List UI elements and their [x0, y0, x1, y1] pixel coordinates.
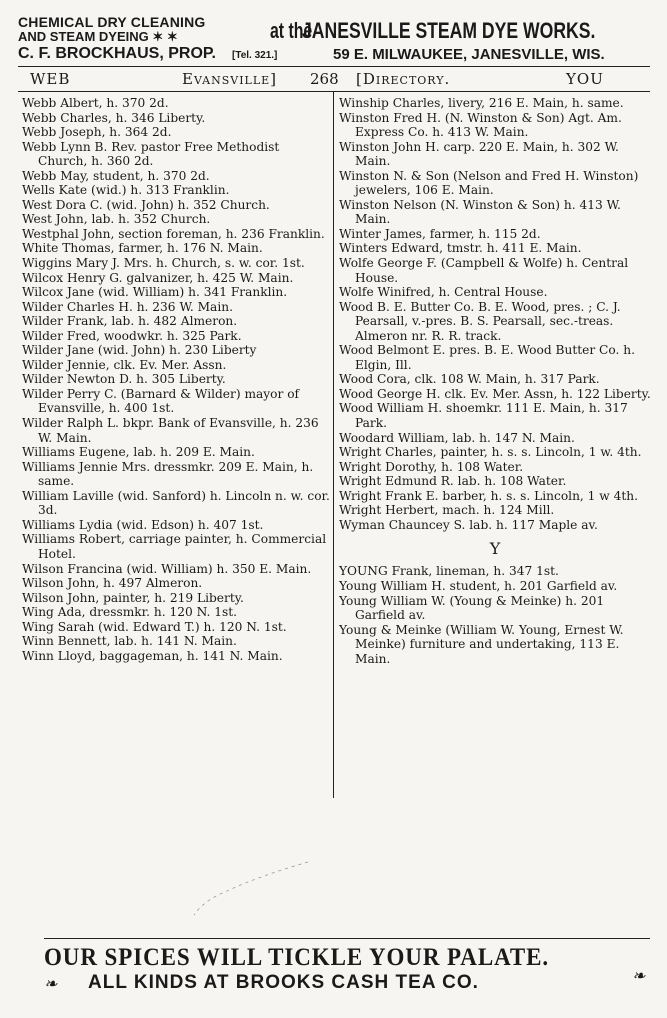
- ad-at-the: at the: [270, 18, 313, 43]
- ad-brooks-line: ALL KINDS AT BROOKS CASH TEA CO.: [88, 972, 479, 993]
- directory-entry: Webb May, student, h. 370 2d.: [22, 168, 210, 183]
- directory-entry: Woodard William, lab. h. 147 N. Main.: [339, 430, 575, 445]
- directory-entry: Williams Jennie Mrs. dressmkr. 209 E. Main, h. same.: [22, 459, 314, 489]
- directory-entry: Winters Edward, tmstr. h. 411 E. Main.: [339, 241, 582, 256]
- directory-entry: Williams Robert, carriage painter, h. Commercial Hotel.: [22, 532, 327, 561]
- right-column: [339, 96, 651, 666]
- directory-entry: Wilder Newton D. h. 305 Liberty.: [22, 372, 226, 387]
- directory-entry: Wilson Francina (wid. William) h. 350 E. Main.: [22, 561, 312, 576]
- page-header: [18, 70, 650, 90]
- directory-entry: YOUNG Frank, lineman, h. 347 1st.: [339, 564, 559, 579]
- directory-entry: Wilder Ralph L. bkpr. Bank of Evansville, h. 236 W. Main.: [22, 416, 319, 445]
- section-letter: Y: [489, 539, 501, 559]
- directory-entry: Webb Joseph, h. 364 2d.: [22, 125, 172, 140]
- directory-entry: William Laville (wid. Sanford) h. Lincoln n. w. cor. 3d.: [22, 488, 330, 518]
- directory-entry: Wilder Fred, woodwkr. h. 325 Park.: [22, 328, 242, 343]
- directory-entry: Wilder Perry C. (Barnard & Wilder) mayor of Evansville, h. 400 1st.: [22, 386, 300, 416]
- ad-cleaning-line: CHEMICAL DRY CLEANING: [18, 14, 206, 30]
- directory-entry: Winter James, farmer, h. 115 2d.: [339, 226, 541, 241]
- ad-proprietor: C. F. BROCKHAUS, PROP.: [18, 45, 216, 62]
- ad-dyeing-line: AND STEAM DYEING ✶ ✶: [18, 29, 178, 44]
- directory-entry: Winston Nelson (N. Winston & Son) h. 413 W. Main.: [339, 197, 621, 227]
- directory-entry: Webb Charles, h. 346 Liberty.: [22, 110, 206, 125]
- directory-entry: Wolfe George F. (Campbell & Wolfe) h. Central House.: [339, 256, 629, 285]
- directory-entry: Wright Herbert, mach. h. 124 Mill.: [339, 503, 555, 518]
- header-section: [Directory.: [356, 70, 451, 88]
- column-divider: [333, 92, 334, 798]
- directory-entry: Wood William H. shoemkr. 111 E. Main, h. 317 Park.: [339, 401, 628, 431]
- directory-entry: Wright Charles, painter, h. s. s. Lincoln, 1 w. 4th.: [339, 445, 642, 460]
- ad-company-name: JANESVILLE STEAM DYE WORKS.: [302, 18, 596, 43]
- header-right-word: YOU: [566, 70, 604, 88]
- page-number: 268: [310, 70, 339, 88]
- left-column: [22, 96, 330, 663]
- directory-entry: West John, lab. h. 352 Church.: [22, 212, 211, 227]
- directory-entry: Wiggins Mary J. Mrs. h. Church, s. w. cor. 1st.: [22, 256, 305, 271]
- directory-entry: Wilder Jane (wid. John) h. 230 Liberty: [22, 343, 257, 358]
- directory-entry: Wright Frank E. barber, h. s. s. Lincoln, 1 w 4th.: [339, 488, 638, 503]
- directory-entry: Wood B. E. Butter Co. B. E. Wood, pres. ; C. J. Pearsall, v.-pres. B. S. Pearsall, sec.-treas. Almeron nr. R. R. track.: [339, 299, 621, 343]
- directory-entry: Wing Ada, dressmkr. h. 120 N. 1st.: [22, 605, 238, 620]
- directory-entry: Winston N. & Son (Nelson and Fred H. Winston) jewelers, 106 E. Main.: [339, 168, 639, 198]
- header-city: Evansville]: [182, 70, 278, 88]
- directory-entry: Wilder Charles H. h. 236 W. Main.: [22, 299, 233, 314]
- directory-entry: Wright Edmund R. lab. h. 108 Water.: [339, 474, 567, 489]
- directory-entry: Winston Fred H. (N. Winston & Son) Agt. Am. Express Co. h. 413 W. Main.: [339, 110, 622, 140]
- ad-spices-line: OUR SPICES WILL TICKLE YOUR PALATE.: [44, 944, 550, 971]
- directory-entry: Wright Dorothy, h. 108 Water.: [339, 459, 524, 474]
- directory-entry: Winn Lloyd, baggageman, h. 141 N. Main.: [22, 648, 283, 663]
- directory-entry: Wilson John, h. 497 Almeron.: [22, 576, 203, 591]
- top-advertisement: [18, 12, 650, 62]
- directory-entry: Wood Belmont E. pres. B. E. Wood Butter Co. h. Elgin, Ill.: [339, 343, 635, 372]
- directory-entry: Young & Meinke (William W. Young, Ernest W. Meinke) furniture and undertaking, 113 E. Main.: [339, 622, 624, 666]
- directory-entry: Wolfe Winifred, h. Central House.: [339, 285, 548, 300]
- directory-entry: Wilder Jennie, clk. Ev. Mer. Assn.: [22, 357, 227, 372]
- ad-telephone: [Tel. 321.]: [232, 50, 278, 61]
- directory-entry: Wells Kate (wid.) h. 313 Franklin.: [22, 183, 230, 198]
- ornament-right-icon: ❧: [632, 966, 646, 985]
- directory-entry: Winn Bennett, lab. h. 141 N. Main.: [22, 634, 237, 649]
- ad-address: 59 E. MILWAUKEE, JANESVILLE, WIS.: [333, 46, 605, 63]
- bottom-rule: [44, 938, 650, 939]
- directory-entry: West Dora C. (wid. John) h. 352 Church.: [22, 197, 270, 212]
- stray-mark: [190, 860, 310, 920]
- right-column-w-entries: [339, 96, 651, 532]
- directory-entry: Wyman Chauncey S. lab. h. 117 Maple av.: [339, 517, 598, 532]
- top-rule: [18, 66, 650, 67]
- directory-entry: Westphal John, section foreman, h. 236 Franklin.: [22, 226, 325, 241]
- directory-entry: Webb Albert, h. 370 2d.: [22, 96, 169, 110]
- directory-entry: Wilcox Henry G. galvanizer, h. 425 W. Main.: [22, 270, 294, 285]
- right-column-y-entries: [339, 564, 651, 666]
- directory-entry: Winship Charles, livery, 216 E. Main, h. same.: [339, 96, 624, 110]
- directory-entry: Williams Lydia (wid. Edson) h. 407 1st.: [22, 517, 264, 532]
- directory-entry: White Thomas, farmer, h. 176 N. Main.: [22, 241, 263, 256]
- header-rule: [18, 91, 650, 92]
- directory-entry: Wing Sarah (wid. Edward T.) h. 120 N. 1st.: [22, 619, 287, 634]
- directory-entry: Young William H. student, h. 201 Garfield av.: [339, 578, 618, 593]
- directory-entry: Wood George H. clk. Ev. Mer. Assn, h. 122 Liberty.: [339, 386, 651, 401]
- directory-entry: Wilder Frank, lab. h. 482 Almeron.: [22, 314, 238, 329]
- directory-entry: Wood Cora, clk. 108 W. Main, h. 317 Park.: [339, 372, 600, 387]
- ornament-left-icon: ❧: [44, 974, 58, 993]
- directory-entry: Wilson John, painter, h. 219 Liberty.: [22, 590, 244, 605]
- directory-entry: Winston John H. carp. 220 E. Main, h. 302 W. Main.: [339, 139, 619, 169]
- directory-entry: Williams Eugene, lab. h. 209 E. Main.: [22, 445, 255, 460]
- header-left-word: WEB: [30, 70, 71, 88]
- directory-entry: Young William W. (Young & Meinke) h. 201 Garfield av.: [339, 593, 605, 623]
- directory-entry: Wilcox Jane (wid. William) h. 341 Franklin.: [22, 285, 288, 300]
- directory-entry: Webb Lynn B. Rev. pastor Free Methodist Church, h. 360 2d.: [22, 139, 280, 169]
